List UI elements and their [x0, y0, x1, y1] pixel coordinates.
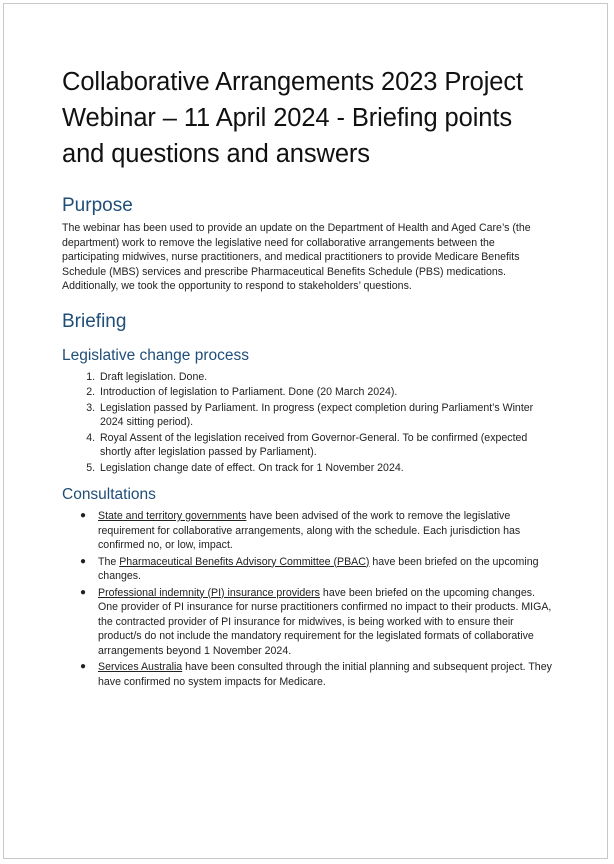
- consultation-link[interactable]: Services Australia: [98, 661, 183, 673]
- list-item: 1. Draft legislation. Done.: [98, 370, 552, 385]
- consultation-link[interactable]: State and territory governments: [98, 510, 247, 522]
- consultation-link[interactable]: Pharmaceutical Benefits Advisory Committee (PBAC): [119, 555, 370, 568]
- list-item: 2. Introduction of legislation to Parliament. Done (20 March 2024).: [98, 385, 552, 400]
- consultations-heading: Consultations: [62, 486, 156, 503]
- consultation-text-post: have been briefed on the upcoming changes.: [98, 555, 539, 582]
- list-item: [80, 509, 552, 553]
- briefing-heading: Briefing: [62, 310, 127, 332]
- bullet-icon: ●: [80, 510, 87, 521]
- list-item: [80, 586, 552, 659]
- consultation-text-pre: The: [98, 555, 120, 568]
- document-title: Collaborative Arrangements 2023 Project Webinar – 11 April 2024 - Briefing points and questions and answers: [62, 68, 524, 168]
- legislative-change-heading: Legislative change process: [62, 346, 249, 364]
- consultation-text-post: have been briefed on the upcoming changes. One provider of PI insurance for nurse practitioners confirmed no impact to their products. MIGA, the contracted provider of PI insurance for midwives, is being worked with to ensure their product/s do not include the mandatory requirement for the legislated formats of collaborative arrangements beyond 1 November 2024.: [98, 586, 552, 657]
- list-item: 5. Legislation change date of effect. On track for 1 November 2024.: [98, 461, 552, 476]
- bullet-icon: ●: [80, 586, 87, 598]
- bullet-icon: ●: [80, 661, 87, 672]
- bullet-icon: ●: [80, 555, 87, 567]
- consultation-text-post: have been advised of the work to remove the legislative requirement for collaborative arrangements, along with the schedule. Each jurisdiction has confirmed no, or low, impact.: [98, 510, 521, 551]
- list-item: [80, 555, 552, 584]
- document-content: [62, 64, 552, 691]
- list-item: 3. Legislation passed by Parliament. In progress (expect completion during Parliament’s Winter 2024 sitting period).: [98, 401, 552, 430]
- purpose-paragraph: The webinar has been used to provide an update on the Department of Health and Aged Care’s (the department) work to remove the legislative need for collaborative arrangements between the participating midwives, nurse practitioners, and medical practitioners to provide Medicare Benefits Schedule (MBS) services and prescribe Pharmaceutical Benefits Schedule (PBS) medications. Additionally, we took the opportunity to respond to stakeholders’ questions.: [62, 222, 531, 292]
- consultations-list: [62, 509, 552, 689]
- purpose-heading: Purpose: [62, 195, 133, 216]
- list-item: [80, 660, 552, 689]
- list-item: 4. Royal Assent of the legislation received from Governor-General. To be confirmed (expected shortly after legislation passed by Parliament).: [98, 431, 552, 460]
- consultation-link[interactable]: Professional indemnity (PI) insurance providers: [98, 586, 320, 599]
- consultation-text-post: have been consulted through the initial planning and subsequent project. They have confirmed no system impacts for Medicare.: [98, 661, 552, 688]
- legislative-steps-list: [62, 370, 552, 476]
- document-page: [3, 3, 608, 859]
